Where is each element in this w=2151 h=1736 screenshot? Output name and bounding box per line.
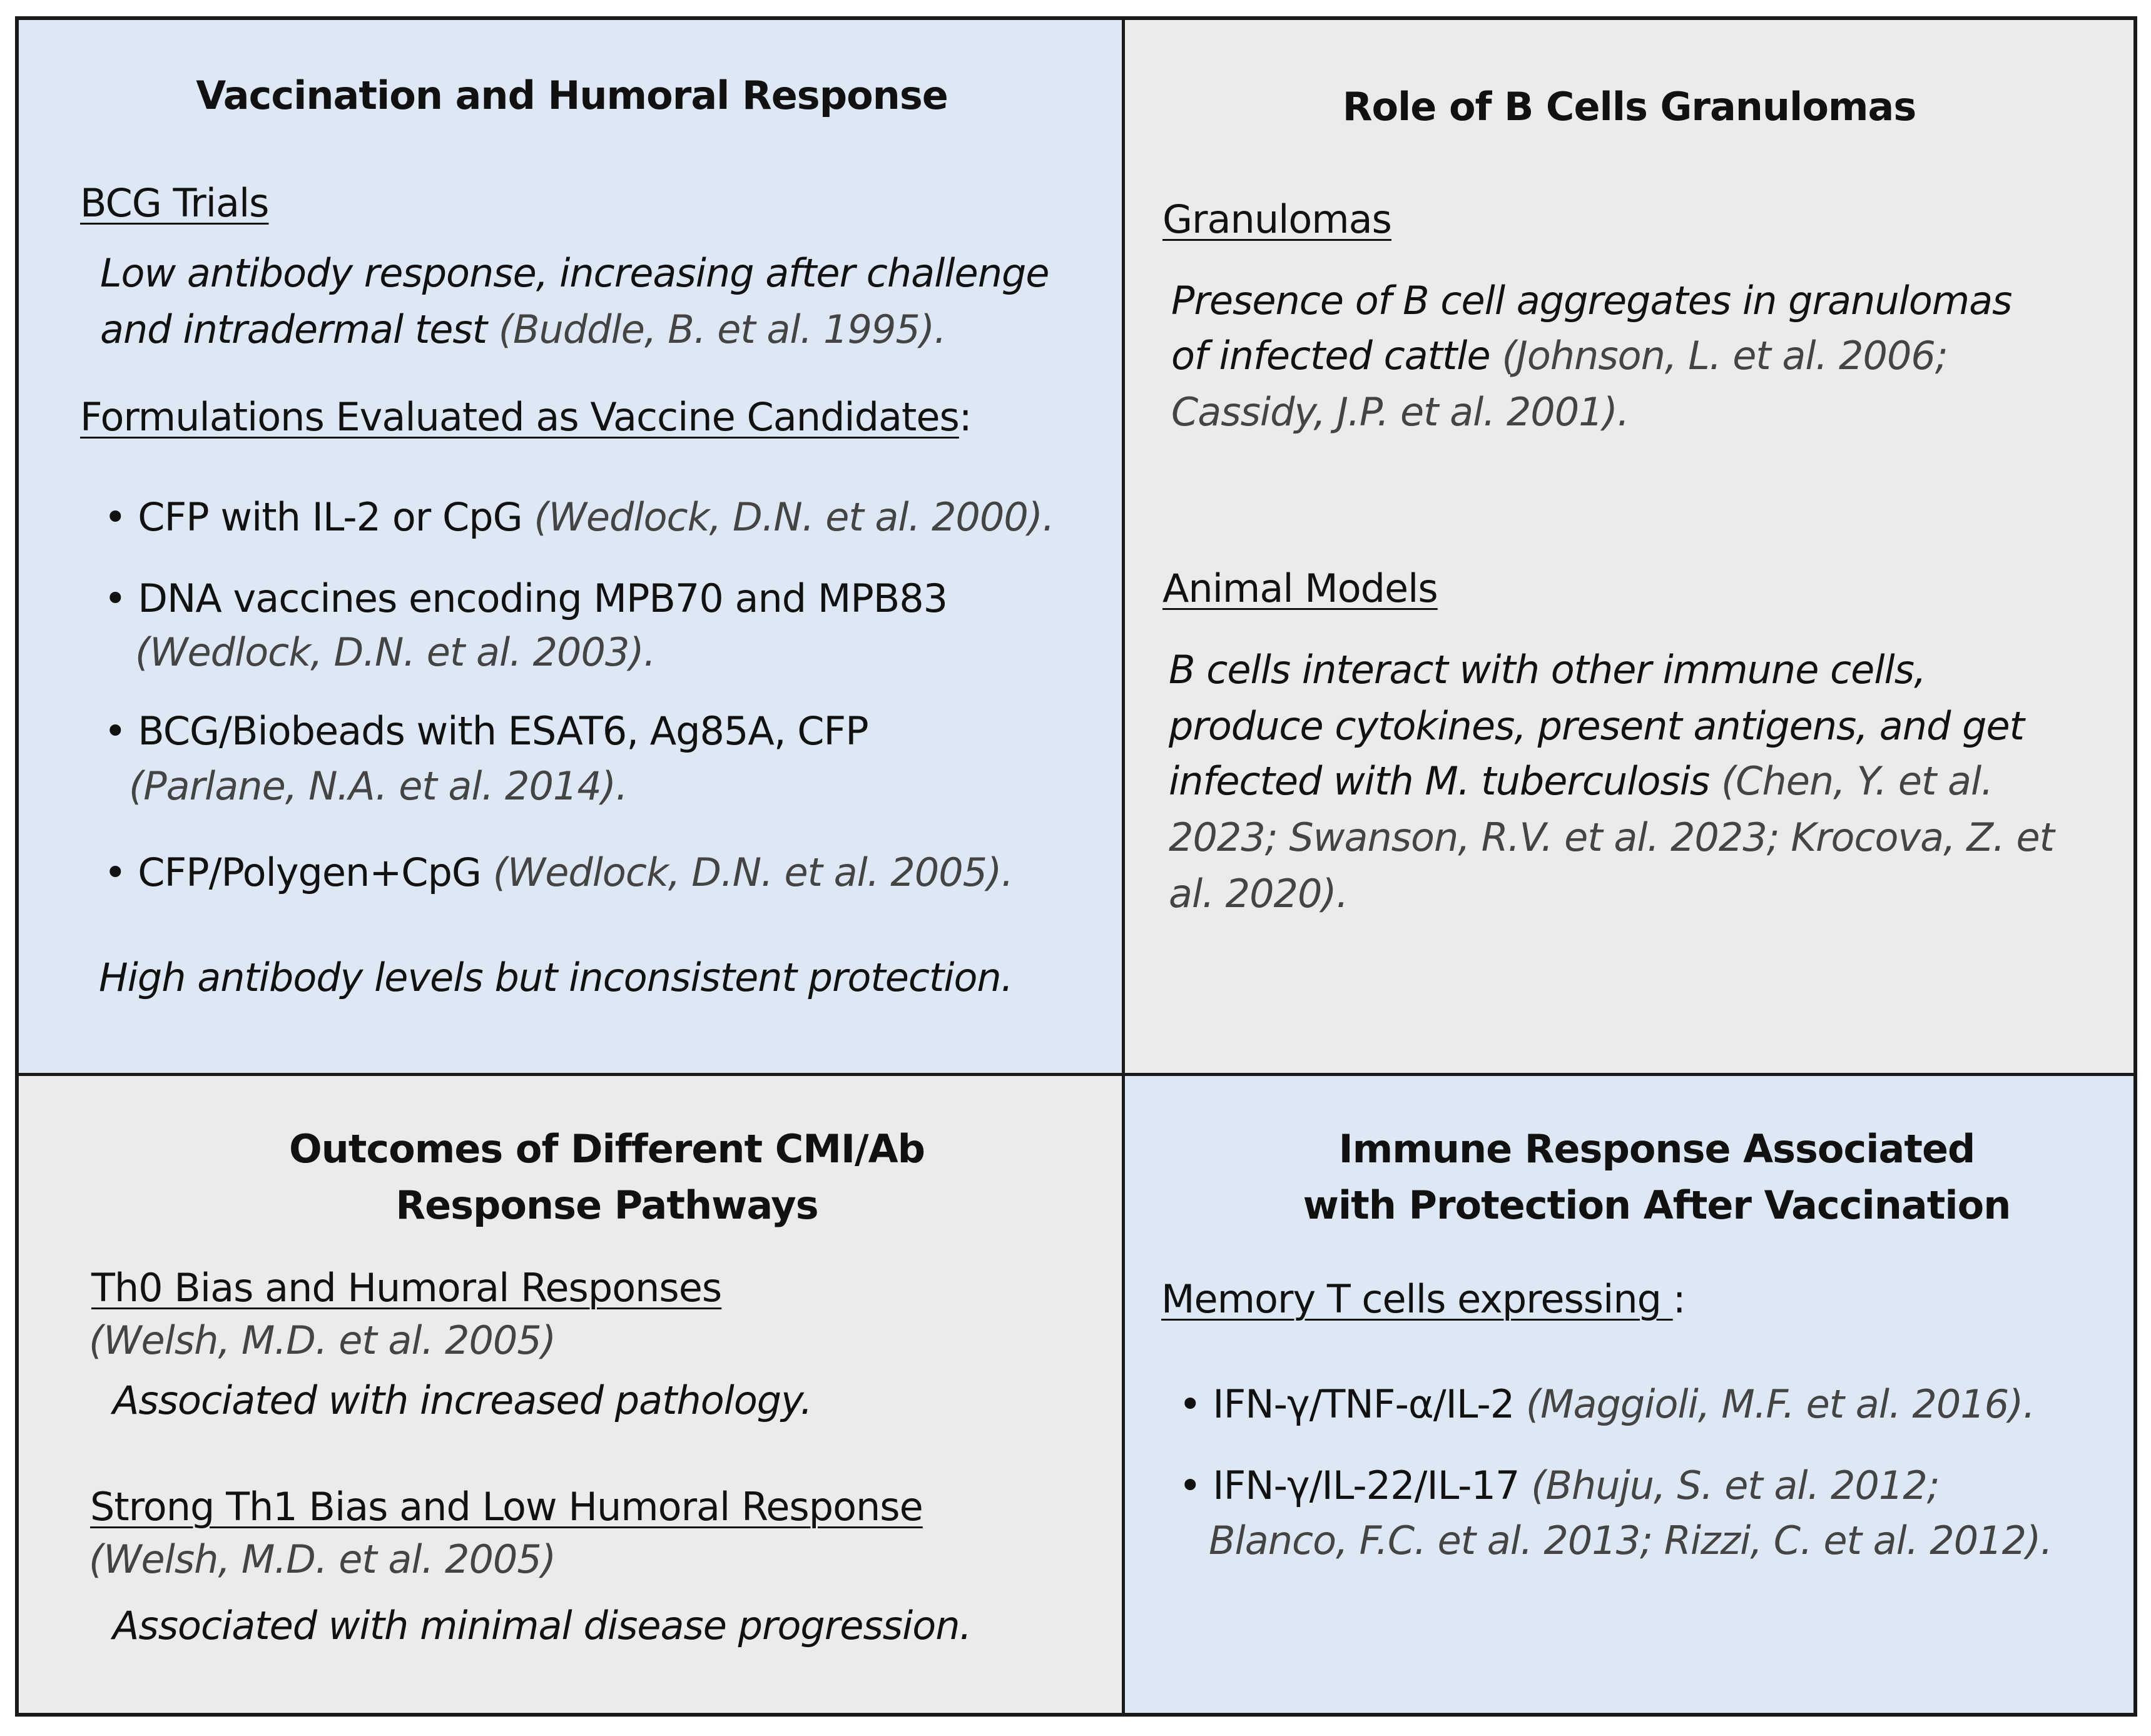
animal-models-citation-3: al. 2020). bbox=[1169, 871, 1348, 916]
granulomas-line1: Presence of B cell aggregates in granulomas bbox=[1171, 278, 2012, 323]
th1-citation: (Welsh, M.D. et al. 2005) bbox=[89, 1536, 556, 1582]
bcg-trials-citation: (Buddle, B. et al. 1995). bbox=[498, 307, 946, 352]
animal-models-citation-2: 2023; Swanson, R.V. et al. 2023; Krocova, Z. et bbox=[1169, 815, 2054, 860]
bcg-trials-line1: Low antibody response, increasing after challenge bbox=[100, 250, 1049, 296]
bullet-4-citation: (Wedlock, D.N. et al. 2005). bbox=[492, 850, 1013, 895]
bullet-1-citation: (Wedlock, D.N. et al. 2000). bbox=[534, 494, 1054, 540]
bullet-3-citation: (Parlane, N.A. et al. 2014). bbox=[129, 763, 628, 809]
marker-1-citation: (Maggioli, M.F. et al. 2016). bbox=[1525, 1381, 2035, 1427]
panel-immune-protection bbox=[1125, 1076, 2133, 1713]
animal-models-line3-text: infected with M. tuberculosis bbox=[1169, 758, 1710, 804]
bcg-trials-line2-text: and intradermal test bbox=[100, 307, 487, 352]
panel-outcomes-pathways bbox=[19, 1076, 1125, 1713]
formulations-colon: : bbox=[959, 394, 972, 440]
granulomas-citation-1: (Johnson, L. et al. 2006; bbox=[1502, 333, 1948, 378]
summary-grid bbox=[15, 16, 2137, 1717]
granulomas-line2-text: of infected cattle bbox=[1171, 333, 1490, 378]
memory-heading: Memory T cells expressing bbox=[1161, 1276, 1673, 1322]
bullet-item-1 bbox=[104, 494, 1054, 540]
bullet-1-text: • CFP with IL-2 or CpG bbox=[104, 494, 522, 540]
animal-models-heading: Animal Models bbox=[1162, 566, 1438, 611]
bcg-trials-line2 bbox=[100, 307, 946, 352]
bullet-item-4 bbox=[104, 850, 1013, 895]
panel-title-line2: Response Pathways bbox=[395, 1182, 818, 1228]
panel-vaccination-humoral bbox=[19, 20, 1125, 1076]
marker-1-text: • IFN-γ/TNF-α/IL-2 bbox=[1179, 1381, 1515, 1427]
th1-outcome: Associated with minimal disease progression. bbox=[113, 1603, 972, 1648]
th0-citation: (Welsh, M.D. et al. 2005) bbox=[89, 1317, 556, 1363]
panel-title: Role of B Cells Granulomas bbox=[1342, 84, 1916, 129]
marker-item-1 bbox=[1179, 1381, 2035, 1427]
panel-b-cells-granulomas bbox=[1125, 20, 2133, 1076]
th1-heading: Strong Th1 Bias and Low Humoral Response bbox=[90, 1484, 923, 1530]
bcg-trials-heading: BCG Trials bbox=[80, 180, 269, 226]
formulations-heading-row bbox=[80, 394, 972, 440]
animal-models-line1: B cells interact with other immune cells, bbox=[1169, 647, 1926, 693]
memory-heading-row bbox=[1161, 1276, 1686, 1322]
bullet-4-text: • CFP/Polygen+CpG bbox=[104, 850, 481, 895]
th0-outcome: Associated with increased pathology. bbox=[113, 1378, 812, 1423]
animal-models-line2: produce cytokines, present antigens, and get bbox=[1169, 703, 2024, 749]
bullet-2-text: • DNA vaccines encoding MPB70 and MPB83 bbox=[104, 576, 948, 621]
bullet-2-citation: (Wedlock, D.N. et al. 2003). bbox=[135, 629, 656, 675]
panel-title-line1: Outcomes of Different CMI/Ab bbox=[288, 1126, 925, 1172]
granulomas-citation-2: Cassidy, J.P. et al. 2001). bbox=[1171, 389, 1629, 435]
memory-colon: : bbox=[1672, 1276, 1686, 1322]
th0-heading: Th0 Bias and Humoral Responses bbox=[91, 1265, 722, 1311]
panel-title: Vaccination and Humoral Response bbox=[196, 73, 948, 118]
animal-models-line3 bbox=[1169, 758, 1993, 804]
granulomas-heading: Granulomas bbox=[1162, 196, 1391, 242]
marker-2-citation-2: Blanco, F.C. et al. 2013; Rizzi, C. et al. 2012). bbox=[1209, 1518, 2052, 1563]
conclusion-text: High antibody levels but inconsistent protection. bbox=[99, 955, 1013, 1000]
marker-2-citation-1: (Bhuju, S. et al. 2012; bbox=[1531, 1463, 1940, 1508]
animal-models-citation-1: (Chen, Y. et al. bbox=[1721, 758, 1993, 804]
formulations-heading: Formulations Evaluated as Vaccine Candidates bbox=[80, 394, 959, 440]
bullet-3-text: • BCG/Biobeads with ESAT6, Ag85A, CFP bbox=[104, 708, 868, 754]
marker-item-2 bbox=[1179, 1463, 1940, 1508]
panel-title-line2: with Protection After Vaccination bbox=[1303, 1182, 2011, 1228]
panel-title-line1: Immune Response Associated bbox=[1338, 1126, 1975, 1172]
granulomas-line2 bbox=[1171, 333, 1948, 378]
marker-2-text: • IFN-γ/IL-22/IL-17 bbox=[1179, 1463, 1520, 1508]
